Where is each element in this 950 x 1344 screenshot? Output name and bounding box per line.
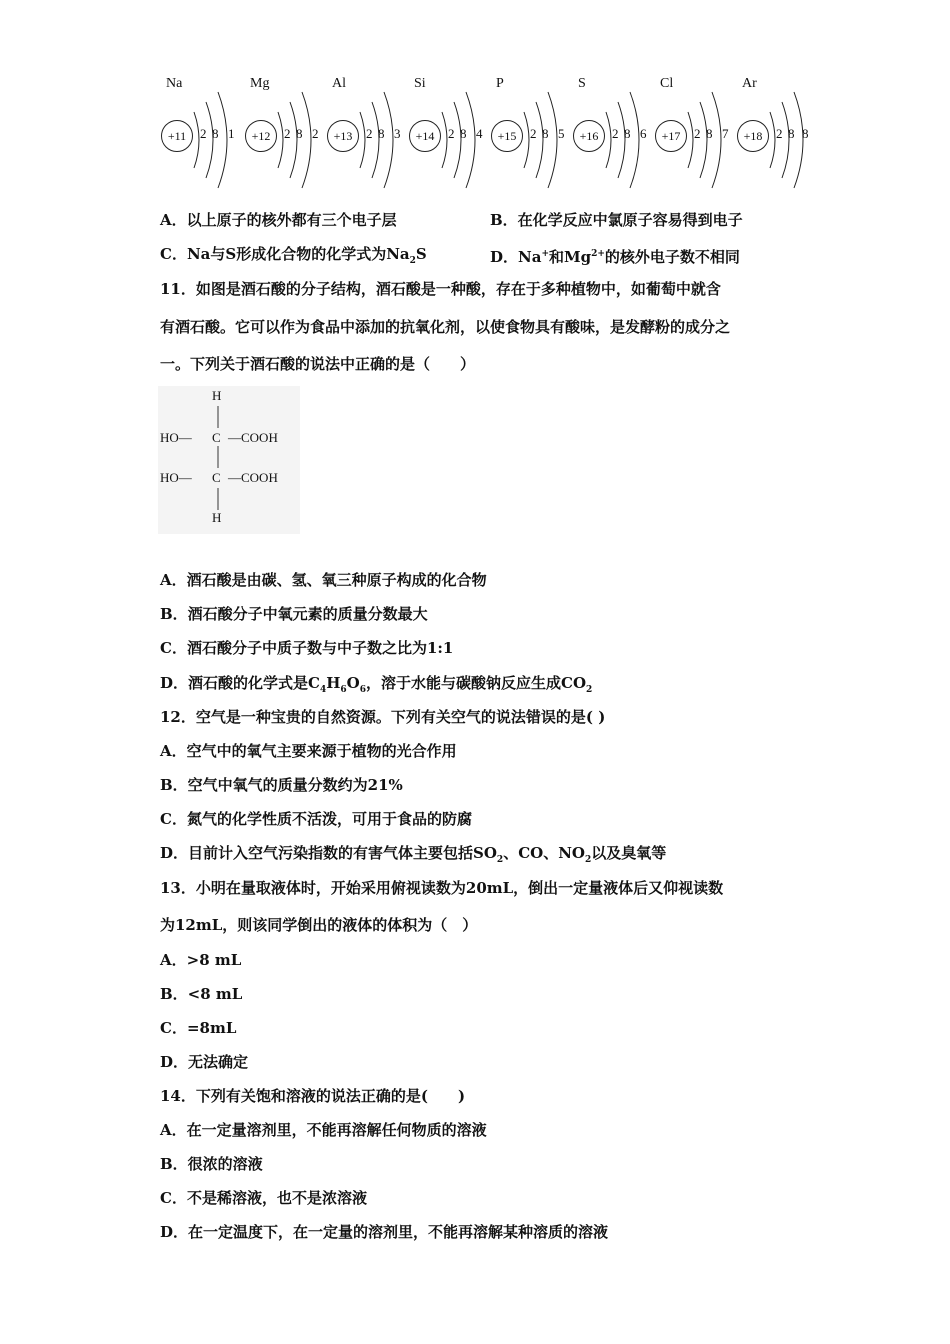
q14-stem: 14．下列有关饱和溶液的说法正确的是( )	[160, 1087, 466, 1105]
q11-d-h: H	[326, 674, 341, 692]
atom-symbol: P	[496, 76, 504, 91]
q11-stem-line1: 11．如图是酒石酸的分子结构，酒石酸是一种酸，存在于多种植物中，如葡萄中就含	[160, 280, 721, 298]
electron-count: 2	[284, 126, 291, 141]
struct-h-top: H	[212, 388, 222, 403]
atom-diagram-p	[480, 70, 564, 195]
q11-stem-line3: 一。下列关于酒石酸的说法中正确的是（ ）	[160, 355, 476, 373]
subscript: 6	[359, 685, 367, 695]
q10-option-d	[490, 244, 740, 267]
atom-symbol: S	[578, 76, 586, 91]
q11-option-b: B．酒石酸分子中氧元素的质量分数最大	[160, 605, 428, 623]
atom-symbol: Na	[166, 76, 183, 91]
q14-option-d: D．在一定温度下，在一定量的溶剂里，不能再溶解某种溶质的溶液	[160, 1223, 609, 1241]
q10-d-text-mid: 和Mg	[549, 248, 592, 266]
atom-nucleus: +14	[409, 120, 441, 152]
q11-option-a: A．酒石酸是由碳、氢、氧三种原子构成的化合物	[160, 571, 487, 589]
q12-d-text: D．目前计入空气污染指数的有害气体主要包括SO	[160, 844, 497, 862]
subscript: 2	[496, 855, 504, 865]
q12-d-text-mid: 、CO、NO	[503, 844, 585, 862]
electron-count: 8	[212, 126, 219, 141]
q13-stem-line2: 为12mL，则该同学倒出的液体的体积为（ ）	[160, 916, 478, 934]
atom-nucleus: +13	[327, 120, 359, 152]
q11-d-o: O	[346, 674, 360, 692]
electron-count: 8	[802, 126, 809, 141]
electron-count: 8	[624, 126, 631, 141]
q11-d-text: D．酒石酸的化学式是C	[160, 674, 320, 692]
electron-count: 1	[228, 126, 235, 141]
subscript: 2	[586, 685, 593, 695]
q10-d-text-end: 的核外电子数不相同	[604, 248, 740, 266]
q13-option-c: C．=8mL	[160, 1019, 237, 1037]
q11-option-d	[160, 673, 592, 700]
atom-symbol: Si	[414, 76, 426, 91]
atom-diagram-cl	[644, 70, 728, 195]
electron-count: 2	[694, 126, 701, 141]
electron-count: 8	[788, 126, 795, 141]
struct-row1-right: —COOH	[228, 430, 278, 445]
subscript: 4	[319, 685, 327, 695]
subscript: 6	[340, 685, 347, 695]
atom-nucleus: +16	[573, 120, 605, 152]
q10-option-a: A．以上原子的核外都有三个电子层	[160, 211, 397, 229]
electron-count: 8	[706, 126, 713, 141]
electron-count: 8	[542, 126, 549, 141]
electron-count: 2	[776, 126, 783, 141]
struct-row2-left: HO—	[160, 470, 192, 485]
superscript: 2+	[591, 249, 605, 259]
struct-h-bottom: H	[212, 510, 222, 525]
q12-option-b: B．空气中氧气的质量分数约为21%	[160, 776, 403, 794]
electron-count: 2	[366, 126, 373, 141]
atom-symbol: Mg	[250, 76, 270, 91]
electron-count: 2	[612, 126, 619, 141]
q14-option-a: A．在一定量溶剂里，不能再溶解任何物质的溶液	[160, 1121, 487, 1139]
electron-count: 2	[312, 126, 319, 141]
struct-vertical-bonds	[216, 406, 220, 516]
tartaric-acid-structure	[158, 386, 300, 534]
q13-option-a: A．>8 mL	[160, 951, 242, 969]
atom-diagram-s	[562, 70, 646, 195]
struct-row1-left: HO—	[160, 430, 192, 445]
electron-count: 7	[722, 126, 729, 141]
atom-symbol: Cl	[660, 76, 674, 91]
electron-count: 8	[378, 126, 385, 141]
atom-nucleus: +15	[491, 120, 523, 152]
q13-stem-line1: 13．小明在量取液体时，开始采用俯视读数为20mL，倒出一定量液体后又仰视读数	[160, 879, 724, 897]
electron-count: 8	[460, 126, 467, 141]
q10-c-text: C．Na与S形成化合物的化学式为Na	[160, 245, 410, 263]
q13-option-b: B．<8 mL	[160, 985, 243, 1003]
q14-option-c: C．不是稀溶液，也不是浓溶液	[160, 1189, 367, 1207]
q10-option-c	[160, 244, 427, 271]
atom-diagram-mg	[234, 70, 318, 195]
atom-nucleus: +11	[161, 120, 193, 152]
q13-option-d: D．无法确定	[160, 1053, 249, 1071]
atom-diagram-na	[150, 70, 234, 195]
electron-count: 5	[558, 126, 565, 141]
superscript: +	[541, 249, 549, 259]
q12-stem: 12．空气是一种宝贵的自然资源。下列有关空气的说法错误的是( )	[160, 708, 606, 726]
q11-d-text-mid: ，溶于水能与碳酸钠反应生成CO	[366, 674, 587, 692]
q11-stem-line2: 有酒石酸。它可以作为食品中添加的抗氧化剂，以使食物具有酸味，是发酵粉的成分之	[160, 318, 731, 336]
electron-count: 8	[296, 126, 303, 141]
q11-option-c: C．酒石酸分子中质子数与中子数之比为1:1	[160, 639, 454, 657]
q14-option-b: B．很浓的溶液	[160, 1155, 263, 1173]
electron-count: 6	[640, 126, 647, 141]
electron-count: 2	[200, 126, 207, 141]
q12-option-c: C．氮气的化学性质不活泼，可用于食品的防腐	[160, 810, 472, 828]
atom-nucleus: +18	[737, 120, 769, 152]
atom-structure-diagrams	[150, 70, 820, 195]
q10-c-text-end: S	[415, 245, 427, 263]
q12-option-d	[160, 843, 666, 870]
atom-symbol: Ar	[742, 76, 757, 91]
electron-count: 3	[394, 126, 401, 141]
subscript: 2	[584, 855, 592, 865]
atom-symbol: Al	[332, 76, 346, 91]
electron-count: 2	[448, 126, 455, 141]
q12-option-a: A．空气中的氧气主要来源于植物的光合作用	[160, 742, 457, 760]
atom-diagram-si	[398, 70, 482, 195]
q10-d-text: D．Na	[490, 248, 542, 266]
struct-row2-right: —COOH	[228, 470, 278, 485]
atom-nucleus: +17	[655, 120, 687, 152]
q12-d-text-end: 以及臭氧等	[591, 844, 667, 862]
electron-count: 2	[530, 126, 537, 141]
atom-nucleus: +12	[245, 120, 277, 152]
electron-count: 4	[476, 126, 483, 141]
subscript: 2	[409, 256, 416, 266]
atom-diagram-ar	[726, 70, 810, 195]
atom-diagram-al	[316, 70, 400, 195]
struct-row2-carbon: C	[212, 470, 221, 485]
q10-option-b: B．在化学反应中氯原子容易得到电子	[490, 211, 743, 229]
struct-row1-carbon: C	[212, 430, 221, 445]
